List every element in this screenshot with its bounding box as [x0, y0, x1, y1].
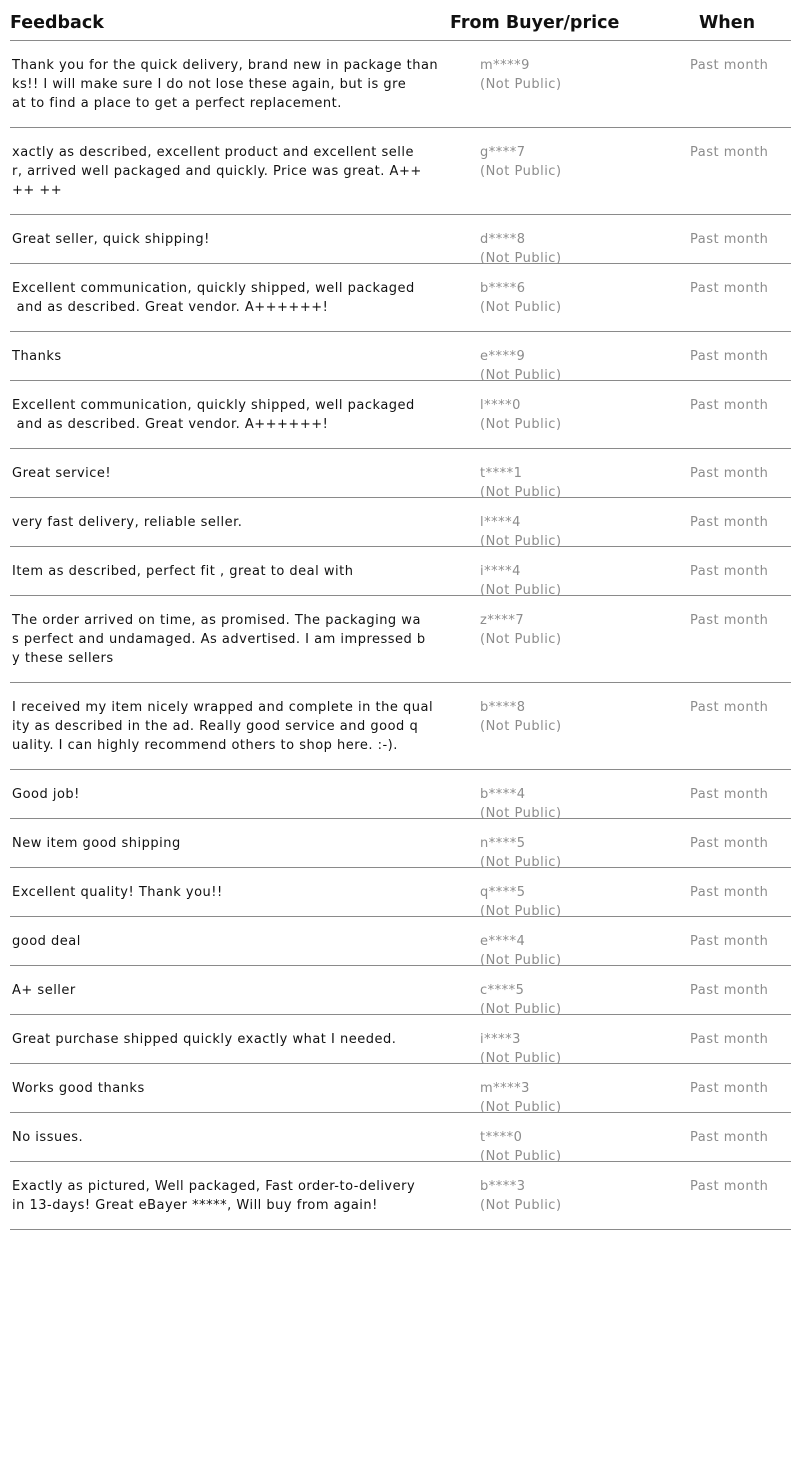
feedback-text: [12, 230, 432, 249]
buyer-visibility: (Not Public): [480, 583, 562, 598]
feedback-text: [12, 981, 432, 1000]
table-row: [10, 770, 791, 819]
feedback-line: Item as described, perfect fit , great to deal with: [12, 564, 354, 579]
buyer-visibility: (Not Public): [480, 1198, 562, 1213]
feedback-text: [12, 1128, 432, 1147]
feedback-line: Excellent communication, quickly shipped, well packaged: [12, 398, 415, 413]
buyer-cell: [480, 1128, 562, 1166]
buyer-id: b****4: [480, 787, 526, 802]
table-row: [10, 868, 791, 917]
feedback-text: [12, 611, 432, 668]
buyer-id: i****4: [480, 564, 521, 579]
feedback-text: [12, 513, 432, 532]
when-cell: Past month: [690, 885, 769, 900]
feedback-text: [12, 396, 432, 434]
table-row: [10, 128, 791, 215]
table-row: [10, 547, 791, 596]
buyer-cell: [480, 143, 562, 181]
table-row: [10, 1015, 791, 1064]
buyer-cell: [480, 464, 562, 502]
buyer-cell: [480, 230, 562, 268]
buyer-visibility: (Not Public): [480, 904, 562, 919]
when-cell: Past month: [690, 1081, 769, 1096]
table-row: [10, 381, 791, 449]
buyer-visibility: (Not Public): [480, 1100, 562, 1115]
table-row: [10, 966, 791, 1015]
buyer-cell: [480, 932, 562, 970]
feedback-text: [12, 1177, 432, 1215]
feedback-list: [10, 41, 791, 1230]
when-cell: Past month: [690, 787, 769, 802]
buyer-id: b****6: [480, 281, 526, 296]
when-cell: Past month: [690, 515, 769, 530]
buyer-visibility: (Not Public): [480, 953, 562, 968]
table-row: [10, 596, 791, 683]
table-row: [10, 1162, 791, 1230]
table-row: [10, 215, 791, 264]
buyer-id: b****8: [480, 700, 526, 715]
buyer-id: q****5: [480, 885, 526, 900]
when-cell: Past month: [690, 1130, 769, 1145]
buyer-cell: [480, 883, 562, 921]
buyer-id: n****5: [480, 836, 526, 851]
buyer-id: e****4: [480, 934, 526, 949]
feedback-line: A+ seller: [12, 983, 76, 998]
buyer-id: m****9: [480, 58, 530, 73]
table-row: [10, 41, 791, 128]
feedback-line: New item good shipping: [12, 836, 181, 851]
when-cell: Past month: [690, 398, 769, 413]
when-cell: Past month: [690, 983, 769, 998]
feedback-line: Great service!: [12, 466, 112, 481]
buyer-cell: [480, 785, 562, 823]
when-cell: Past month: [690, 564, 769, 579]
feedback-line: and as described. Great vendor. A++++++!: [12, 300, 329, 315]
feedback-line: The order arrived on time, as promised. The packaging wa: [12, 613, 421, 628]
feedback-text: [12, 562, 432, 581]
feedback-line: very fast delivery, reliable seller.: [12, 515, 243, 530]
when-cell: Past month: [690, 466, 769, 481]
feedback-text: [12, 883, 432, 902]
feedback-line: and as described. Great vendor. A++++++!: [12, 417, 329, 432]
feedback-column-header: Feedback: [10, 13, 104, 33]
feedback-text: [12, 56, 439, 113]
feedback-line: Great seller, quick shipping!: [12, 232, 210, 247]
buyer-cell: [480, 56, 562, 94]
feedback-line: ++ ++: [12, 183, 63, 198]
feedback-line: Excellent communication, quickly shipped, well packaged: [12, 281, 415, 296]
feedback-line: Excellent quality! Thank you!!: [12, 885, 223, 900]
feedback-line: in 13-days! Great eBayer *****, Will buy from again!: [12, 1198, 378, 1213]
feedback-line: good deal: [12, 934, 81, 949]
feedback-line: Thank you for the quick delivery, brand new in package than: [12, 58, 439, 73]
buyer-visibility: (Not Public): [480, 1149, 562, 1164]
feedback-text: [12, 464, 432, 483]
feedback-line: at to find a place to get a perfect replacement.: [12, 96, 342, 111]
buyer-visibility: (Not Public): [480, 300, 562, 315]
feedback-line: ks!! I will make sure I do not lose these again, but is gre: [12, 77, 407, 92]
feedback-text: [12, 932, 432, 951]
buyer-visibility: (Not Public): [480, 534, 562, 549]
feedback-line: Thanks: [12, 349, 62, 364]
table-row: [10, 683, 791, 770]
when-cell: Past month: [690, 58, 769, 73]
table-row: [10, 264, 791, 332]
buyer-visibility: (Not Public): [480, 719, 562, 734]
feedback-line: I received my item nicely wrapped and complete in the qual: [12, 700, 434, 715]
feedback-line: Great purchase shipped quickly exactly what I needed.: [12, 1032, 397, 1047]
buyer-id: g****7: [480, 145, 526, 160]
buyer-visibility: (Not Public): [480, 1002, 562, 1017]
buyer-visibility: (Not Public): [480, 632, 562, 647]
feedback-line: ity as described in the ad. Really good service and good q: [12, 719, 419, 734]
buyer-id: l****0: [480, 398, 521, 413]
table-row: [10, 1064, 791, 1113]
buyer-cell: [480, 279, 562, 317]
buyer-cell: [480, 562, 562, 600]
buyer-cell: [480, 1079, 562, 1117]
buyer-visibility: (Not Public): [480, 417, 562, 432]
buyer-visibility: (Not Public): [480, 485, 562, 500]
buyer-cell: [480, 347, 562, 385]
buyer-id: l****4: [480, 515, 521, 530]
feedback-line: y these sellers: [12, 651, 114, 666]
from-buyer-column-header: From Buyer/price: [450, 13, 620, 33]
buyer-visibility: (Not Public): [480, 855, 562, 870]
when-cell: Past month: [690, 349, 769, 364]
buyer-id: t****1: [480, 466, 523, 481]
buyer-id: d****8: [480, 232, 526, 247]
feedback-text: [12, 279, 432, 317]
feedback-text: [12, 1030, 432, 1049]
buyer-id: m****3: [480, 1081, 530, 1096]
table-row: [10, 917, 791, 966]
feedback-text: [12, 785, 432, 804]
buyer-id: e****9: [480, 349, 526, 364]
buyer-visibility: (Not Public): [480, 806, 562, 821]
buyer-cell: [480, 698, 562, 736]
buyer-visibility: (Not Public): [480, 164, 562, 179]
feedback-line: No issues.: [12, 1130, 84, 1145]
buyer-cell: [480, 1177, 562, 1215]
buyer-cell: [480, 513, 562, 551]
buyer-id: z****7: [480, 613, 525, 628]
feedback-line: r, arrived well packaged and quickly. Price was great. A++: [12, 164, 422, 179]
feedback-text: [12, 143, 432, 200]
buyer-visibility: (Not Public): [480, 77, 562, 92]
when-cell: Past month: [690, 836, 769, 851]
when-cell: Past month: [690, 1179, 769, 1194]
buyer-id: c****5: [480, 983, 525, 998]
when-cell: Past month: [690, 934, 769, 949]
buyer-visibility: (Not Public): [480, 1051, 562, 1066]
feedback-text: [12, 698, 432, 755]
buyer-visibility: (Not Public): [480, 251, 562, 266]
when-cell: Past month: [690, 613, 769, 628]
feedback-line: Exactly as pictured, Well packaged, Fast order-to-delivery: [12, 1179, 416, 1194]
buyer-cell: [480, 396, 562, 434]
buyer-cell: [480, 611, 562, 649]
table-row: [10, 332, 791, 381]
buyer-cell: [480, 834, 562, 872]
table-row: [10, 449, 791, 498]
buyer-id: t****0: [480, 1130, 523, 1145]
when-cell: Past month: [690, 700, 769, 715]
feedback-line: xactly as described, excellent product and excellent selle: [12, 145, 414, 160]
table-header: [0, 0, 800, 40]
buyer-id: b****3: [480, 1179, 526, 1194]
table-row: [10, 498, 791, 547]
buyer-visibility: (Not Public): [480, 368, 562, 383]
when-cell: Past month: [690, 232, 769, 247]
feedback-line: uality. I can highly recommend others to shop here. :-).: [12, 738, 398, 753]
when-cell: Past month: [690, 281, 769, 296]
feedback-line: Works good thanks: [12, 1081, 145, 1096]
buyer-id: i****3: [480, 1032, 521, 1047]
feedback-text: [12, 834, 432, 853]
feedback-text: [12, 1079, 432, 1098]
buyer-cell: [480, 1030, 562, 1068]
table-row: [10, 1113, 791, 1162]
buyer-cell: [480, 981, 562, 1019]
when-cell: Past month: [690, 145, 769, 160]
when-cell: Past month: [690, 1032, 769, 1047]
feedback-line: Good job!: [12, 787, 80, 802]
feedback-text: [12, 347, 432, 366]
feedback-line: s perfect and undamaged. As advertised. I am impressed b: [12, 632, 426, 647]
table-row: [10, 819, 791, 868]
when-column-header: When: [699, 13, 756, 33]
